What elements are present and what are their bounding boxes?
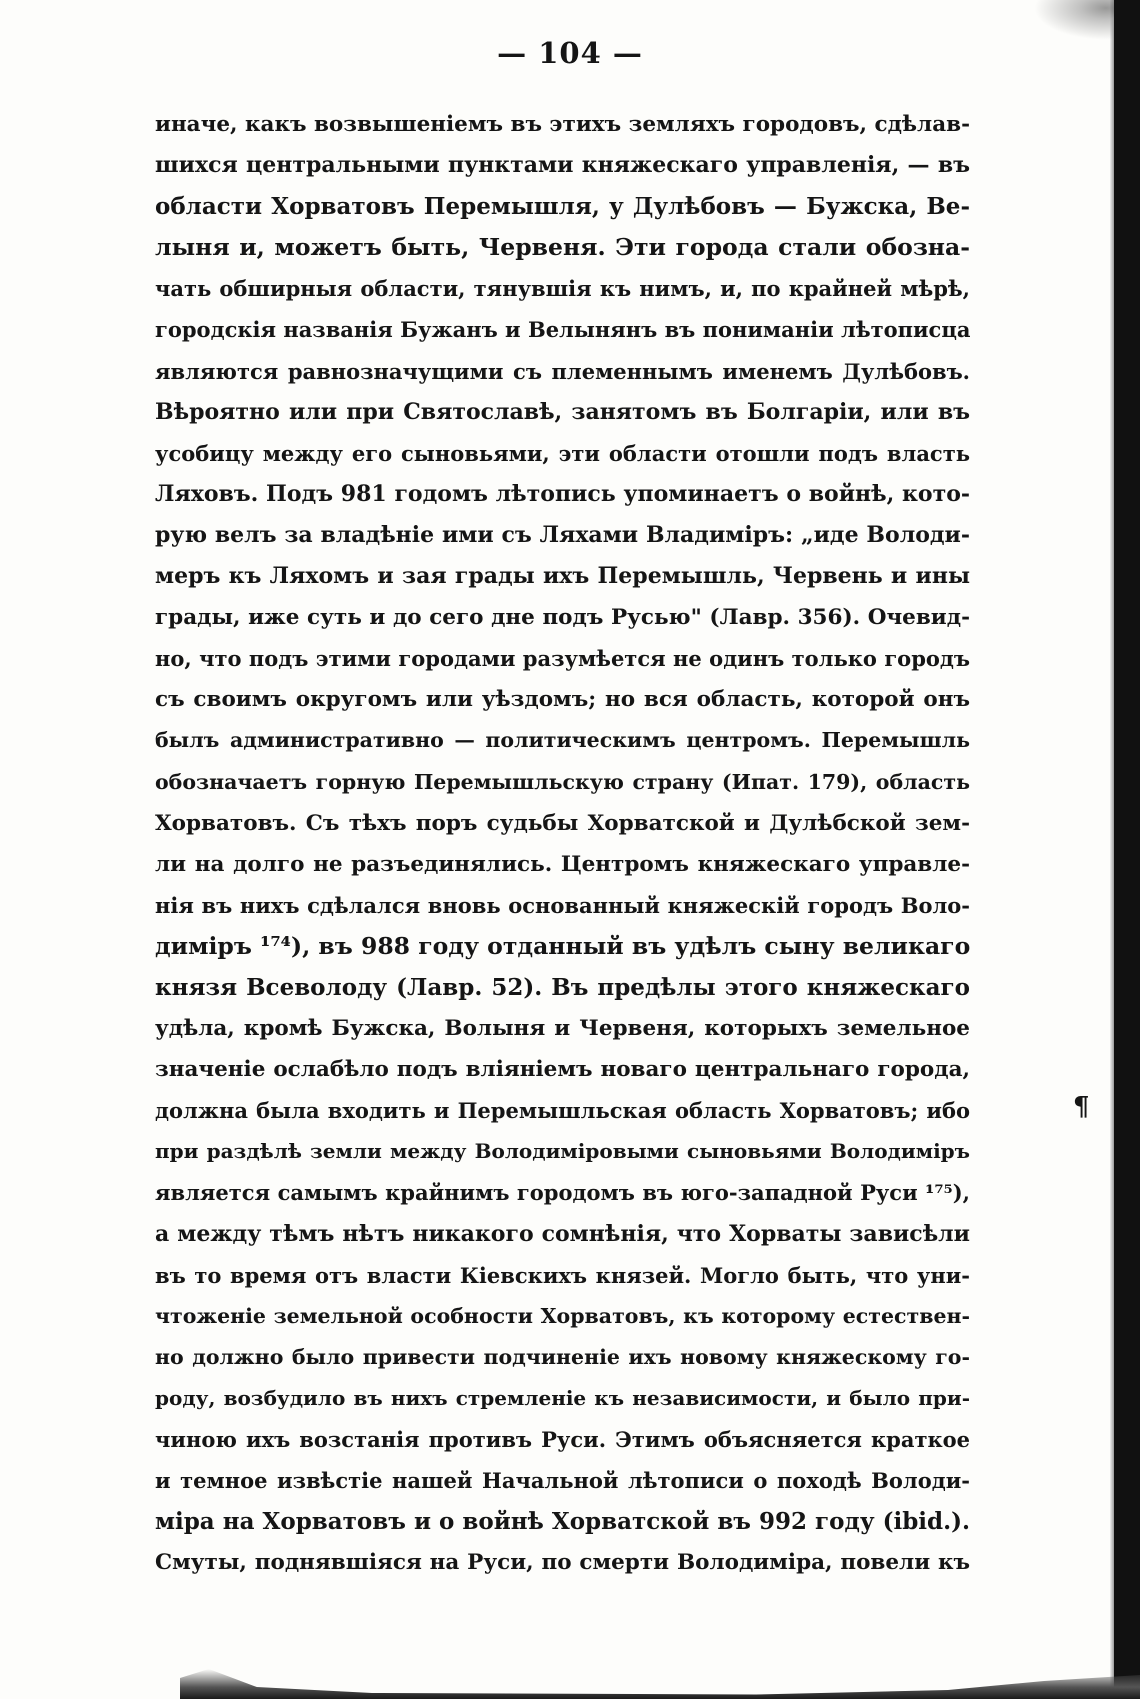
text-line: съ своимъ округомъ или уѣздомъ; но вся область, которой онъ: [155, 687, 970, 713]
text-line: грады, иже суть и до сего дне подъ Русью" (Лавр. 356). Очевид-: [155, 605, 970, 631]
text-line: былъ административно — политическимъ центромъ. Перемышль: [155, 728, 970, 753]
text-line: но, что подъ этими городами разумѣется не одинъ только городъ: [155, 646, 970, 672]
text-line: значеніе ослабѣло подъ вліяніемъ новаго центральнаго города,: [155, 1057, 970, 1083]
text-line: нія въ нихъ сдѣлался вновь основанный княжескій городъ Воло-: [155, 892, 970, 918]
page-edge-dark-border: [1114, 0, 1140, 1699]
text-line: а между тѣмъ нѣтъ никакого сомнѣнія, что Хорваты зависѣли: [155, 1220, 970, 1247]
text-line: и темное извѣстіе нашей Начальной лѣтописи о походѣ Володи-: [155, 1468, 970, 1494]
text-line: при раздѣлѣ земли между Володиміровыми сыновьями Володиміръ: [155, 1139, 970, 1164]
text-line: Хорватовъ. Съ тѣхъ поръ судьбы Хорватской и Дулѣбской зем-: [155, 810, 970, 836]
text-line: обозначаетъ горную Перемышльскую страну (Ипат. 179), область: [155, 769, 970, 794]
text-line: міра на Хорватовъ и о войнѣ Хорватской въ 992 году (ibid.).: [155, 1508, 970, 1536]
text-line: является самымъ крайнимъ городомъ въ юго-западной Руси ¹⁷⁵),: [155, 1180, 970, 1206]
text-line: рую велъ за владѣніе ими съ Ляхами Владиміръ: „иде Володи-: [155, 521, 970, 548]
text-line: чать обширныя области, тянувшія къ нимъ, и, по крайней мѣрѣ,: [155, 276, 970, 302]
body-text: [155, 104, 970, 1583]
text-line: Ляховъ. Подъ 981 годомъ лѣтопись упоминаетъ о войнѣ, кото-: [155, 480, 970, 507]
text-line: городскія названія Бужанъ и Велынянъ въ пониманіи лѣтописца: [155, 317, 970, 343]
scan-smudge-top-right: [1034, 0, 1114, 40]
text-line: Вѣроятно или при Святославѣ, занятомъ въ Болгаріи, или въ: [155, 398, 970, 425]
text-line: иначе, какъ возвышеніемъ въ этихъ земляхъ городовъ, сдѣлав-: [155, 112, 970, 137]
text-line: области Хорватовъ Перемышля, у Дулѣбовъ — Бужска, Ве-: [155, 193, 970, 221]
text-line: меръ къ Ляхомъ и зая грады ихъ Перемышль, Червень и ины: [155, 563, 970, 590]
text-line: удѣла, кромѣ Бужска, Волыня и Червеня, которыхъ земельное: [155, 1016, 970, 1042]
text-line: Смуты, поднявшіяся на Руси, по смерти Володиміра, повели къ: [155, 1550, 970, 1576]
text-line: чиною ихъ возстанія противъ Руси. Этимъ объясняется краткое: [155, 1427, 970, 1452]
text-line: диміръ ¹⁷⁴), въ 988 году отданный въ удѣлъ сыну великаго: [155, 931, 970, 960]
text-line: но должно было привести подчиненіе ихъ новому княжескому го-: [155, 1344, 970, 1369]
page-number: — 104 —: [497, 36, 643, 70]
text-line: роду, возбудило въ нихъ стремленіе къ независимости, и было при-: [155, 1385, 970, 1410]
text-line: должна была входить и Перемышльская область Хорватовъ; ибо: [155, 1098, 970, 1124]
margin-mark: ¶: [1073, 1092, 1090, 1122]
text-line: шихся центральными пунктами княжескаго управленія, — въ: [155, 152, 970, 179]
text-line: лыня и, можетъ быть, Червеня. Эти города стали обозна-: [155, 233, 970, 262]
text-line: ли на долго не разъединялись. Центромъ княжескаго управле-: [155, 851, 970, 877]
text-line: въ то время отъ власти Кіевскихъ князей. Могло быть, что уни-: [155, 1262, 970, 1288]
text-line: являются равнозначущими съ племеннымъ именемъ Дулѣбовъ.: [155, 358, 970, 384]
scan-smudge-bottom: [180, 1669, 1140, 1699]
text-line: князя Всеволоду (Лавр. 52). Въ предѣлы этого княжескаго: [155, 973, 970, 1001]
text-line: чтоженіе земельной особности Хорватовъ, къ которому естествен-: [155, 1303, 970, 1328]
text-line: усобицу между его сыновьями, эти области отошли подъ власть: [155, 440, 970, 466]
